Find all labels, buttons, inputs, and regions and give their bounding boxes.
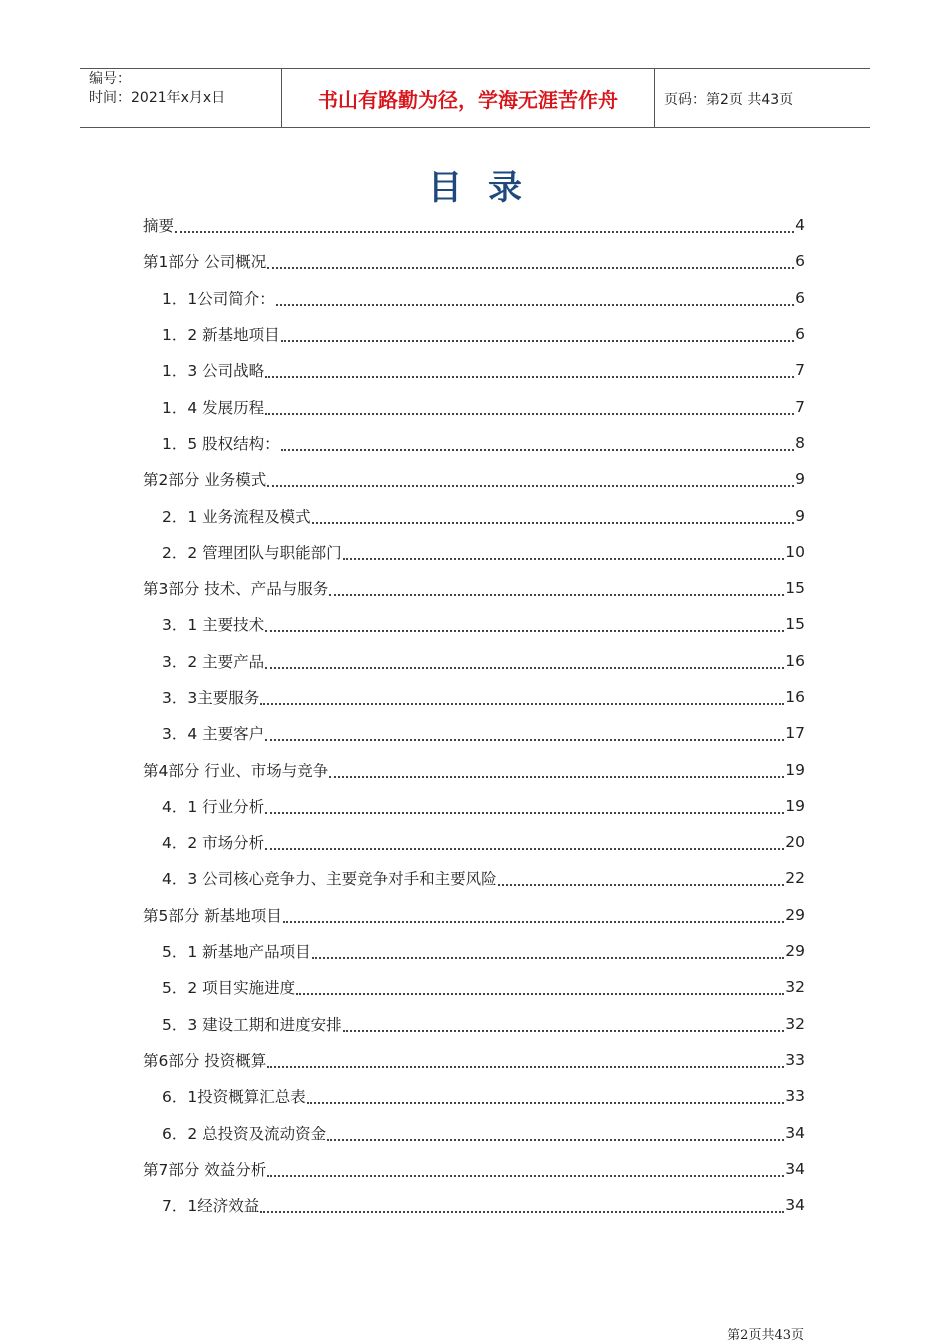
toc-entry[interactable]	[143, 1042, 805, 1078]
toc-entry-page: 29	[785, 905, 805, 924]
toc-entry[interactable]	[143, 897, 805, 933]
header-motto: 书山有路勤为径，学海无涯苦作舟	[318, 88, 618, 112]
toc-dot-leader	[312, 502, 794, 524]
toc-entry-label: 1．5 股权结构：	[162, 434, 280, 453]
toc-dot-leader	[265, 828, 784, 850]
toc-dot-leader	[343, 1010, 785, 1032]
toc-entry-page: 17	[785, 724, 805, 743]
document-date-label: 时间：2021年x月x日	[89, 90, 226, 106]
toc-entry-label: 1．2 新基地项目	[162, 326, 280, 345]
toc-entry-page: 33	[785, 1087, 805, 1106]
footer-page-number: 第2页共43页	[727, 1328, 804, 1343]
toc-entry[interactable]	[143, 1151, 805, 1187]
toc-entry-label: 4．2 市场分析	[162, 834, 265, 853]
toc-entry-page: 19	[785, 760, 805, 779]
toc-dot-leader	[175, 211, 794, 233]
toc-entry-label: 2．2 管理团队与职能部门	[162, 543, 342, 562]
toc-dot-leader	[265, 719, 784, 741]
header-meta	[89, 70, 225, 108]
toc-dot-leader	[283, 901, 784, 923]
toc-entry[interactable]	[143, 1078, 805, 1114]
toc-entry-page: 22	[785, 869, 805, 888]
toc-entry-page: 15	[785, 579, 805, 598]
toc-dot-leader	[260, 683, 784, 705]
toc-entry-label: 摘要	[143, 217, 175, 236]
header-page-number: 页码：第2页 共43页	[664, 91, 794, 108]
toc-entry[interactable]	[143, 715, 805, 751]
toc-entry[interactable]	[143, 1114, 805, 1150]
toc-entry-label: 4．1 行业分析	[162, 797, 265, 816]
toc-entry[interactable]	[143, 606, 805, 642]
toc-entry-label: 5．1 新基地产品项目	[162, 943, 311, 962]
toc-entry[interactable]	[143, 497, 805, 533]
toc-entry[interactable]	[143, 679, 805, 715]
toc-dot-leader	[307, 1082, 785, 1104]
toc-entry[interactable]	[143, 352, 805, 388]
toc-dot-leader	[267, 1155, 784, 1177]
toc-entry-page: 9	[795, 506, 805, 525]
toc-entry[interactable]	[143, 860, 805, 896]
toc-dot-leader	[265, 792, 784, 814]
toc-dot-leader	[260, 1191, 784, 1213]
toc-dot-leader	[296, 973, 784, 995]
toc-entry[interactable]	[143, 933, 805, 969]
toc-entry-label: 6．2 总投资及流动资金	[162, 1124, 327, 1143]
toc-entry[interactable]	[143, 969, 805, 1005]
toc-entry-label: 4．3 公司核心竞争力、主要竞争对手和主要风险	[162, 870, 497, 889]
toc-dot-leader	[312, 937, 785, 959]
toc-entry-page: 19	[785, 796, 805, 815]
toc-entry-page: 7	[795, 397, 805, 416]
toc-title: 目录	[428, 168, 548, 208]
toc-entry[interactable]	[143, 1187, 805, 1223]
toc-entry-label: 1．1公司简介：	[162, 289, 275, 308]
toc-dot-leader	[265, 647, 784, 669]
toc-entry-label: 第7部分 效益分析	[143, 1160, 267, 1179]
toc-entry-page: 34	[785, 1123, 805, 1142]
toc-entry-page: 34	[785, 1159, 805, 1178]
toc-entry-label: 3．1 主要技术	[162, 616, 265, 635]
toc-dot-leader	[267, 1046, 784, 1068]
toc-dot-leader	[276, 284, 794, 306]
toc-entry-label: 第3部分 技术、产品与服务	[143, 580, 329, 599]
toc-dot-leader	[265, 610, 784, 632]
toc-dot-leader	[281, 320, 794, 342]
toc-dot-leader	[265, 356, 794, 378]
toc-entry-label: 5．3 建设工期和进度安排	[162, 1015, 342, 1034]
toc-dot-leader	[329, 756, 784, 778]
toc-entry-label: 5．2 项目实施进度	[162, 979, 296, 998]
toc-entry-label: 3．4 主要客户	[162, 725, 265, 744]
toc-entry[interactable]	[143, 570, 805, 606]
toc-dot-leader	[329, 574, 784, 596]
toc-entry-page: 6	[795, 288, 805, 307]
toc-entry[interactable]	[143, 824, 805, 860]
table-of-contents	[143, 207, 805, 1223]
toc-entry-label: 3．3主要服务	[162, 689, 260, 707]
toc-dot-leader	[265, 393, 794, 415]
toc-entry-label: 第5部分 新基地项目	[143, 906, 282, 925]
toc-entry-label: 2．1 业务流程及模式	[162, 507, 311, 526]
toc-entry-page: 6	[795, 252, 805, 271]
toc-entry[interactable]	[143, 280, 805, 316]
toc-entry-label: 第1部分 公司概况	[143, 253, 267, 272]
toc-entry-page: 29	[785, 942, 805, 961]
toc-dot-leader	[343, 538, 785, 560]
toc-entry[interactable]	[143, 1006, 805, 1042]
toc-entry-label: 7．1经济效益	[162, 1197, 260, 1216]
toc-entry-page: 8	[795, 433, 805, 452]
toc-entry-page: 16	[785, 651, 805, 670]
toc-entry-page: 9	[795, 470, 805, 489]
toc-entry[interactable]	[143, 788, 805, 824]
toc-dot-leader	[267, 247, 794, 269]
toc-entry-label: 3．2 主要产品	[162, 652, 265, 671]
toc-entry-page: 32	[785, 1014, 805, 1033]
toc-entry[interactable]	[143, 425, 805, 461]
toc-dot-leader	[327, 1119, 784, 1141]
toc-dot-leader	[267, 465, 794, 487]
toc-entry-page: 7	[795, 361, 805, 380]
toc-entry-label: 1．3 公司战略	[162, 362, 265, 381]
toc-entry[interactable]	[143, 534, 805, 570]
toc-entry-page: 34	[785, 1196, 805, 1215]
toc-entry[interactable]	[143, 461, 805, 497]
toc-entry-page: 33	[785, 1050, 805, 1069]
toc-entry-page: 32	[785, 978, 805, 997]
header-divider-right	[654, 69, 655, 128]
toc-entry-label: 第2部分 业务模式	[143, 471, 267, 490]
toc-entry-page: 20	[785, 833, 805, 852]
page-header	[80, 68, 870, 128]
toc-entry[interactable]	[143, 643, 805, 679]
toc-dot-leader	[281, 429, 794, 451]
document-number-label: 编号：	[89, 71, 131, 87]
toc-entry-label: 6．1投资概算汇总表	[162, 1088, 306, 1107]
toc-entry-label: 第6部分 投资概算	[143, 1051, 267, 1070]
toc-dot-leader	[498, 864, 785, 886]
toc-entry[interactable]	[143, 316, 805, 352]
toc-entry-label: 1．4 发展历程	[162, 398, 265, 417]
toc-entry-page: 6	[795, 325, 805, 344]
toc-entry[interactable]	[143, 388, 805, 424]
toc-entry-page: 4	[795, 216, 805, 235]
toc-entry[interactable]	[143, 207, 805, 243]
toc-entry-label: 第4部分 行业、市场与竞争	[143, 761, 329, 780]
toc-entry[interactable]	[143, 751, 805, 787]
toc-entry-page: 16	[785, 688, 805, 706]
toc-entry[interactable]	[143, 243, 805, 279]
toc-entry-page: 15	[785, 615, 805, 634]
toc-entry-page: 10	[785, 542, 805, 561]
